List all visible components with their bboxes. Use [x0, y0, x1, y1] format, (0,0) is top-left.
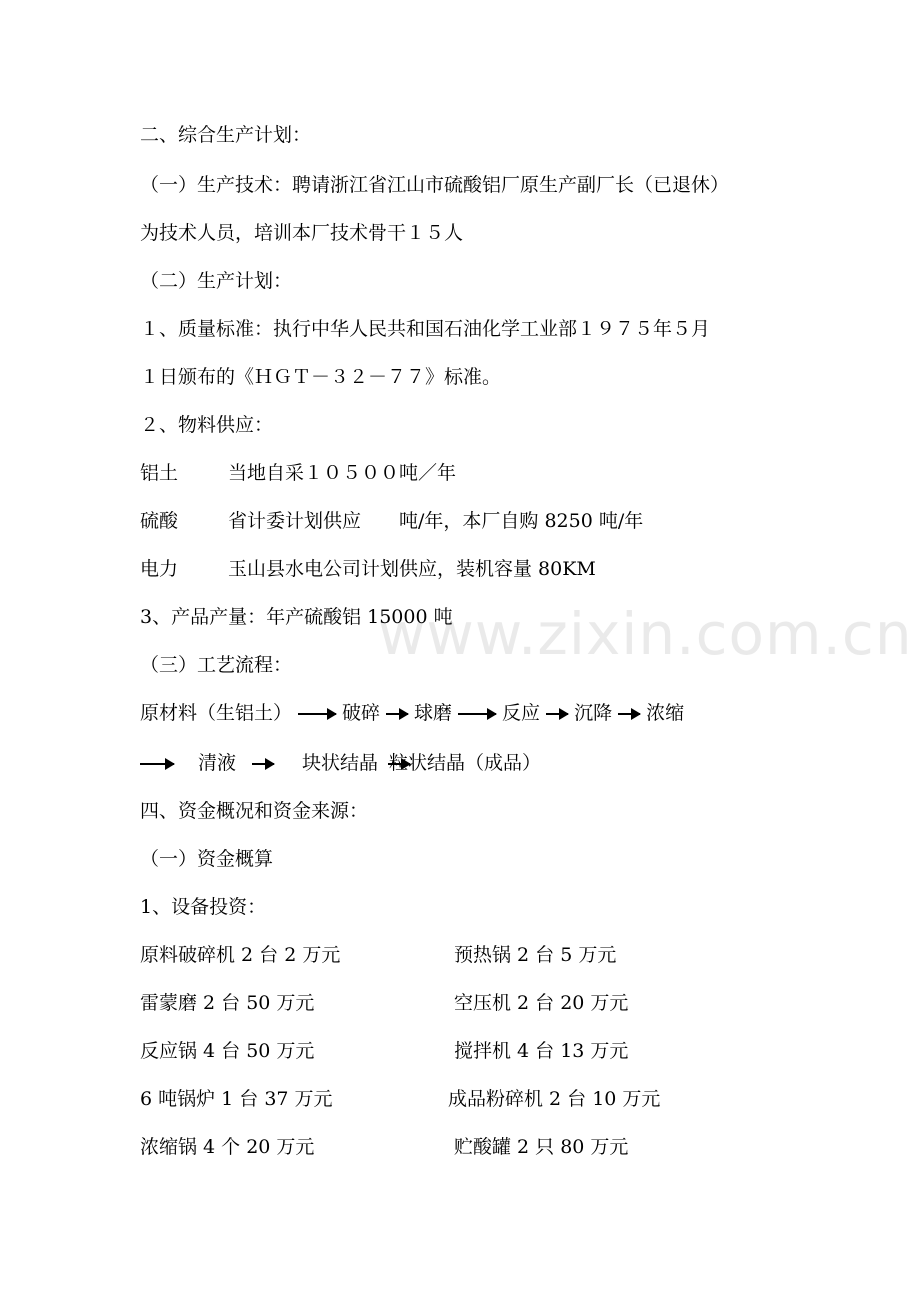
arrow-right-icon [618, 713, 640, 715]
paragraph-output: 3、产品产量：年产硫酸铝 15000 吨 [140, 606, 453, 628]
paragraph-quality-1: １、质量标准：执行中华人民共和国石油化学工业部１９７５年５月 [140, 318, 711, 340]
subheading-budget: （一）资金概算 [140, 848, 274, 870]
supply-text: 当地自采１０５００吨／年 [228, 462, 457, 484]
subheading-supply: ２、物料供应： [140, 414, 274, 436]
flow-step: 粒状结晶（成品） [389, 752, 542, 774]
equipment-item: 6 吨锅炉 1 台 37 万元 [140, 1088, 333, 1110]
flow-step: 破碎 [342, 702, 381, 724]
flow-step: 球磨 [414, 702, 453, 724]
watermark: www.zixin.com.cn [378, 600, 913, 668]
equipment-item: 反应锅 4 台 50 万元 [140, 1040, 315, 1062]
equipment-item: 搅拌机 4 台 13 万元 [454, 1040, 629, 1062]
supply-label: 铝土 [140, 462, 179, 484]
subheading-equipment: 1、设备投资： [140, 896, 267, 918]
flow-step: 清液 [198, 752, 237, 774]
arrow-right-icon [140, 763, 174, 765]
paragraph-tech-2: 为技术人员，培训本厂技术骨干１５人 [140, 222, 464, 244]
paragraph-quality-2: １日颁布的《ＨＧＴ－３２－７７》标准。 [140, 366, 502, 388]
supply-label: 电力 [140, 558, 179, 580]
equipment-item: 贮酸罐 2 只 80 万元 [454, 1136, 629, 1158]
section-heading-4: 四、资金概况和资金来源： [140, 800, 369, 822]
flow-step: 原材料（生铝土） [140, 702, 293, 724]
equipment-item: 浓缩锅 4 个 20 万元 [140, 1136, 315, 1158]
supply-row-power [140, 556, 596, 582]
arrow-right-icon [252, 763, 274, 765]
supply-label: 硫酸 [140, 510, 179, 532]
subheading-plan: （二）生产计划： [140, 270, 293, 292]
supply-row-acid [140, 508, 643, 534]
arrow-right-icon [546, 713, 568, 715]
arrow-right-icon [458, 713, 496, 715]
equipment-item: 预热锅 2 台 5 万元 [454, 944, 617, 966]
equipment-item: 成品粉碎机 2 台 10 万元 [448, 1088, 661, 1110]
process-flow-row-2 [140, 750, 700, 776]
arrow-right-icon [298, 713, 336, 715]
section-heading-2: 二、综合生产计划： [140, 124, 312, 146]
flow-step: 块状结晶 [302, 752, 379, 774]
flow-step: 浓缩 [646, 702, 685, 724]
process-flow-row-1 [140, 700, 684, 726]
supply-row-bauxite [140, 460, 456, 486]
equipment-item: 空压机 2 台 20 万元 [454, 992, 629, 1014]
flow-step: 反应 [502, 702, 541, 724]
supply-text: 省计委计划供应 吨/年，本厂自购 8250 吨/年 [228, 510, 644, 532]
paragraph-tech-1: （一）生产技术：聘请浙江省江山市硫酸铝厂原生产副厂长（已退休） [140, 174, 730, 196]
equipment-item: 原料破碎机 2 台 2 万元 [140, 944, 341, 966]
flow-step: 沉降 [574, 702, 613, 724]
subheading-process: （三）工艺流程： [140, 654, 293, 676]
supply-text: 玉山县水电公司计划供应，装机容量 80KM [228, 558, 596, 580]
equipment-item: 雷蒙磨 2 台 50 万元 [140, 992, 315, 1014]
arrow-right-icon [386, 713, 408, 715]
